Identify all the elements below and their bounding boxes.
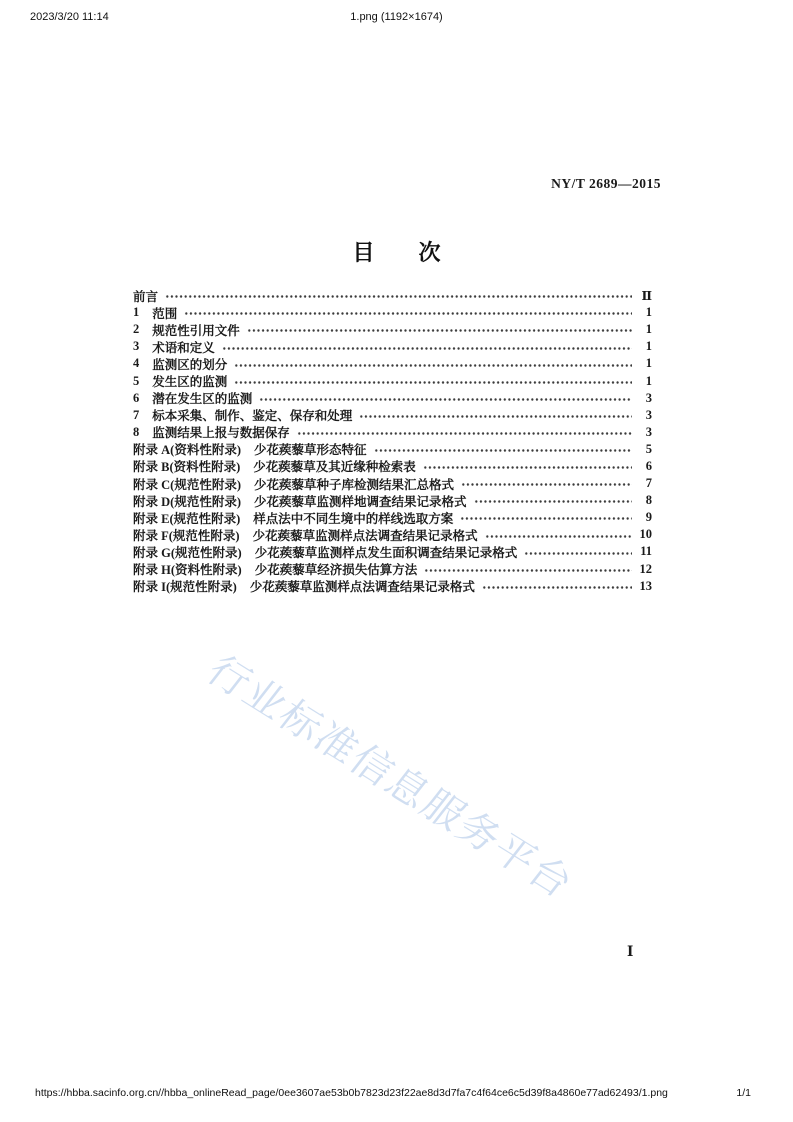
print-page-indicator: 1/1 — [736, 1087, 751, 1099]
toc-entry — [133, 475, 652, 492]
toc-list — [133, 287, 652, 595]
toc-entry-prefix: 附录 D(规范性附录) — [133, 494, 241, 509]
print-timestamp: 2023/3/20 11:14 — [30, 11, 109, 23]
toc-entry-page: 1 — [645, 322, 652, 337]
toc-dotted-leader — [234, 375, 632, 388]
toc-entry-page: 13 — [639, 578, 652, 593]
toc-entry-prefix: 附录 I(规范性附录) — [133, 580, 237, 595]
toc-entry-prefix: 附录 F(规范性附录) — [133, 528, 240, 543]
toc-entry-title: 少花蒺藜草及其近缘种检索表 — [253, 460, 416, 475]
toc-entry-prefix: 4 — [133, 356, 140, 371]
toc-entry-prefix: 附录 G(规范性附录) — [133, 545, 242, 560]
toc-dotted-leader — [485, 529, 632, 542]
toc-dotted-leader — [247, 323, 632, 336]
toc-entry-title: 少花蒺藜草经济损失估算方法 — [254, 563, 418, 578]
toc-entry — [133, 561, 652, 578]
toc-dotted-leader — [374, 443, 633, 456]
toc-entry-page: 7 — [645, 476, 652, 491]
toc-entry-prefix: 5 — [133, 373, 140, 388]
toc-entry-page: 3 — [645, 424, 652, 439]
toc-entry-page: 3 — [645, 390, 652, 405]
toc-entry — [133, 372, 652, 389]
toc-entry-page: Ⅱ — [641, 288, 652, 303]
toc-entry-title: 监测区的划分 — [152, 357, 228, 372]
toc-entry — [133, 287, 652, 304]
toc-entry-prefix: 3 — [133, 339, 140, 354]
standard-code: NY/T 2689—2015 — [551, 176, 661, 191]
toc-entry-title: 少花蒺藜草监测样点法调查结果记录格式 — [249, 580, 475, 595]
toc-dotted-leader — [222, 341, 632, 354]
toc-entry — [133, 578, 652, 595]
toc-entry — [133, 321, 652, 338]
toc-entry-page: 1 — [645, 305, 652, 320]
toc-entry — [133, 304, 652, 321]
toc-dotted-leader — [474, 494, 633, 507]
toc-dotted-leader — [184, 306, 632, 319]
toc-entry-prefix: 附录 H(资料性附录) — [133, 563, 242, 578]
toc-entry-prefix: 附录 E(规范性附录) — [133, 511, 241, 526]
toc-entry-page: 1 — [645, 339, 652, 354]
toc-entry-prefix: 2 — [133, 322, 140, 337]
toc-dotted-leader — [297, 426, 632, 439]
toc-entry-title: 发生区的监测 — [152, 375, 228, 390]
toc-entry-page: 1 — [645, 373, 652, 388]
toc-entry-page: 12 — [639, 561, 652, 576]
toc-entry-title: 少花蒺藜草形态特征 — [253, 443, 367, 458]
toc-dotted-leader — [460, 512, 632, 525]
toc-entry-title: 少花蒺藜草监测样地调查结果记录格式 — [253, 494, 467, 509]
document-page-number: Ⅰ — [627, 944, 634, 959]
toc-dotted-leader — [259, 392, 632, 405]
toc-entry-prefix: 附录 A(资料性附录) — [133, 443, 241, 458]
toc-entry-prefix: 附录 C(规范性附录) — [133, 477, 241, 492]
toc-heading: 目 次 — [352, 240, 441, 265]
toc-entry-page: 10 — [639, 527, 652, 542]
toc-entry-page: 3 — [645, 407, 652, 422]
print-source-url: https://hbba.sacinfo.org.cn//hbba_onlineRead_page/0ee3607ae53b0b7823d23f22ae8d3d7fa7c4f64ce6c5d39f8a4860e77ad62493/1.png — [35, 1087, 668, 1099]
toc-entry-page: 6 — [645, 458, 652, 473]
toc-entry-title: 术语和定义 — [152, 340, 215, 355]
toc-entry — [133, 424, 652, 441]
toc-entry-prefix: 7 — [133, 407, 140, 422]
toc-entry-page: 8 — [645, 493, 652, 508]
toc-entry-title: 范围 — [152, 306, 178, 321]
toc-entry — [133, 492, 652, 509]
print-image-title: 1.png (1192×1674) — [350, 11, 443, 23]
toc-entry-title: 潜在发生区的监测 — [152, 392, 253, 407]
toc-entry — [133, 441, 652, 458]
toc-entry — [133, 355, 652, 372]
toc-entry-title: 少花蒺藜草种子库检测结果汇总格式 — [253, 477, 454, 492]
toc-entry — [133, 338, 652, 355]
toc-entry-title: 样点法中不同生境中的样线选取方案 — [253, 511, 454, 526]
toc-dotted-leader — [423, 460, 632, 473]
toc-entry-page: 1 — [645, 356, 652, 371]
toc-entry-prefix: 8 — [133, 424, 140, 439]
toc-entry-prefix: 6 — [133, 390, 140, 405]
toc-entry-prefix: 1 — [133, 305, 140, 320]
toc-entry-title: 规范性引用文件 — [152, 323, 240, 338]
toc-entry — [133, 509, 652, 526]
toc-entry-page: 5 — [645, 441, 652, 456]
toc-dotted-leader — [461, 477, 632, 490]
toc-entry — [133, 526, 652, 543]
toc-entry — [133, 390, 652, 407]
toc-entry-title: 少花蒺藜草监测样点发生面积调查结果记录格式 — [254, 545, 518, 560]
toc-dotted-leader — [482, 580, 632, 593]
toc-dotted-leader — [165, 289, 632, 302]
toc-entry-prefix: 附录 B(资料性附录) — [133, 460, 241, 475]
toc-entry-page: 9 — [645, 510, 652, 525]
toc-entry-title: 少花蒺藜草监测样点法调查结果记录格式 — [252, 528, 478, 543]
toc-entry-title: 监测结果上报与数据保存 — [152, 426, 290, 441]
toc-dotted-leader — [234, 358, 632, 371]
toc-entry — [133, 407, 652, 424]
toc-entry-title: 前言 — [133, 289, 159, 304]
toc-entry — [133, 543, 652, 560]
toc-entry — [133, 458, 652, 475]
toc-entry-title: 标本采集、制作、鉴定、保存和处理 — [152, 409, 353, 424]
toc-dotted-leader — [524, 546, 632, 559]
watermark-text: 行业标准信息服务平台 — [198, 648, 583, 907]
toc-dotted-leader — [424, 563, 632, 576]
toc-dotted-leader — [359, 409, 632, 422]
toc-entry-page: 11 — [640, 544, 652, 559]
